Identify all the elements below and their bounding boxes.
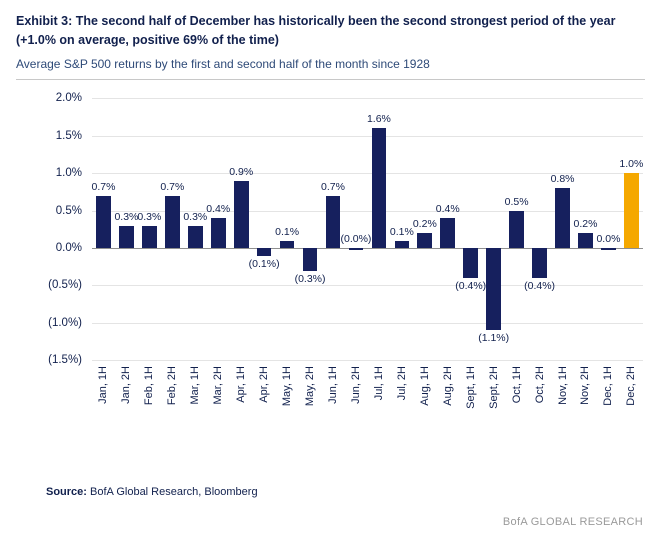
bar-slot — [597, 98, 620, 360]
x-axis-tick — [276, 364, 299, 434]
x-axis-tick — [574, 364, 597, 434]
bar-series — [92, 98, 643, 360]
bar-slot — [184, 98, 207, 360]
bar-value-label: 0.7% — [160, 180, 185, 193]
bar-value-label: 1.6% — [366, 113, 391, 126]
x-axis — [92, 364, 643, 434]
x-axis-tick — [505, 364, 528, 434]
bar-slot — [248, 98, 280, 360]
bar-value-label: 0.5% — [504, 195, 529, 208]
bar[interactable] — [555, 188, 570, 248]
bar-slot — [294, 98, 326, 360]
bar[interactable] — [463, 248, 478, 278]
bar-slot — [390, 98, 413, 360]
x-axis-tick-label: Jun, 1H — [327, 366, 339, 405]
bar[interactable] — [303, 248, 318, 270]
bar-value-label: 0.3% — [137, 210, 162, 223]
bar-value-label: (0.1%) — [248, 257, 280, 270]
bar-value-label: 0.8% — [550, 173, 575, 186]
y-axis-tick: (1.5%) — [48, 354, 82, 367]
bar-value-label: 0.0% — [596, 233, 621, 246]
y-axis — [14, 92, 88, 367]
bar-value-label: 0.7% — [321, 180, 345, 193]
x-axis-tick — [436, 364, 459, 434]
bar-value-label: 0.2% — [573, 218, 598, 231]
bar[interactable] — [509, 211, 524, 248]
source-note — [46, 486, 258, 498]
x-axis-tick-label: Jan, 2H — [120, 366, 133, 405]
x-axis-tick-label: Dec, 1H — [602, 366, 615, 407]
x-axis-tick-label: Dec, 2H — [625, 366, 638, 407]
x-axis-tick-label: Sept, 1H — [464, 366, 477, 410]
bar-slot — [115, 98, 138, 360]
x-axis-tick — [115, 364, 138, 434]
bar-value-label: 0.1% — [389, 225, 414, 238]
bar[interactable] — [349, 248, 364, 250]
bar-slot — [161, 98, 184, 360]
x-axis-tick — [551, 364, 574, 434]
x-axis-tick-label: Sept, 2H — [487, 366, 500, 410]
bar-value-label: (1.1%) — [478, 332, 510, 345]
bar-slot — [524, 98, 556, 360]
x-axis-tick-label: Mar, 2H — [212, 366, 225, 405]
x-axis-tick — [184, 364, 207, 434]
y-axis-tick: (1.0%) — [48, 316, 82, 329]
x-axis-tick-label: Apr, 2H — [258, 366, 271, 404]
bar-slot — [322, 98, 345, 360]
bar-value-label: (0.4%) — [524, 280, 556, 292]
bar-value-label: 0.3% — [114, 210, 139, 223]
x-axis-tick-label: Jan, 1H — [97, 366, 110, 405]
bar-value-label: 0.4% — [206, 203, 231, 216]
page-subtitle: Average S&P 500 returns by the first and second half of the month since 1928 — [16, 56, 430, 71]
bar[interactable] — [211, 218, 226, 248]
x-axis-tick — [390, 364, 413, 434]
y-axis-tick: 0.5% — [55, 204, 82, 217]
bar[interactable] — [372, 128, 387, 248]
x-axis-tick — [207, 364, 230, 434]
bar-slot — [478, 98, 510, 360]
x-axis-tick — [344, 364, 367, 434]
x-axis-tick-label: May, 2H — [304, 366, 317, 407]
bar-slot — [436, 98, 459, 360]
bar-slot — [92, 98, 115, 360]
bar-value-label: 1.0% — [619, 158, 644, 171]
bar[interactable] — [486, 248, 501, 330]
bar-slot — [620, 98, 643, 360]
x-axis-tick-label: Nov, 1H — [556, 366, 569, 406]
brand-footer: BofA GLOBAL RESEARCH — [502, 516, 643, 528]
x-axis-tick-label: May, 1H — [281, 366, 294, 407]
x-axis-tick-label: Oct, 1H — [510, 366, 523, 404]
page-title: Exhibit 3: The second half of December has historically been the second strongest period of the year (+1.0% on average, positive 69% of the time) — [16, 14, 616, 48]
bar[interactable] — [280, 241, 295, 248]
bar-slot — [138, 98, 161, 360]
bar-slot — [367, 98, 390, 360]
x-axis-tick — [459, 364, 482, 434]
header-divider — [16, 79, 645, 80]
bar-slot — [276, 98, 299, 360]
x-axis-tick-label: Feb, 1H — [143, 366, 156, 406]
bar-value-label: 0.3% — [183, 210, 208, 223]
x-axis-tick-label: Oct, 2H — [533, 366, 546, 404]
bar-slot — [207, 98, 230, 360]
bar[interactable] — [96, 196, 111, 248]
x-axis-tick — [230, 364, 253, 434]
x-axis-tick-label: Aug, 1H — [418, 366, 431, 407]
bar-value-label: 0.7% — [91, 180, 116, 193]
x-axis-tick — [597, 364, 620, 434]
y-axis-tick: 1.0% — [55, 167, 82, 180]
bar[interactable] — [119, 226, 134, 248]
plot-area — [92, 98, 643, 360]
x-axis-tick-label: Mar, 1H — [189, 366, 202, 405]
bar-slot — [340, 98, 372, 360]
source-text: BofA Global Research, Bloomberg — [90, 486, 258, 498]
bar-value-label: (0.4%) — [455, 280, 487, 292]
x-axis-tick — [367, 364, 390, 434]
y-axis-tick: (0.5%) — [48, 279, 82, 292]
bar-value-label: 0.4% — [435, 203, 460, 216]
bar-value-label: 0.2% — [412, 218, 437, 231]
bar[interactable] — [624, 173, 639, 248]
bar[interactable] — [440, 218, 455, 248]
bar[interactable] — [578, 233, 593, 248]
x-axis-tick-label: Feb, 2H — [166, 366, 179, 406]
x-axis-tick-label: Jun, 2H — [349, 366, 362, 405]
bar[interactable] — [188, 226, 203, 248]
x-axis-tick-label: Jul, 1H — [372, 366, 385, 401]
bar-chart — [14, 84, 651, 434]
bar-value-label: (0.0%) — [340, 233, 372, 246]
y-axis-tick: 2.0% — [55, 92, 82, 105]
x-axis-tick — [528, 364, 551, 434]
bar[interactable] — [417, 233, 432, 248]
y-axis-tick: 0.0% — [55, 242, 82, 255]
bar[interactable] — [142, 226, 157, 248]
bar[interactable] — [532, 248, 547, 278]
bar-slot — [505, 98, 528, 360]
y-axis-tick: 1.5% — [55, 129, 82, 142]
x-axis-tick — [482, 364, 505, 434]
bar[interactable] — [601, 248, 616, 250]
bar[interactable] — [395, 241, 410, 248]
x-axis-tick — [138, 364, 161, 434]
bar-value-label: 0.1% — [275, 225, 300, 238]
x-axis-tick — [299, 364, 322, 434]
x-axis-tick — [322, 364, 345, 434]
bar-value-label: 0.9% — [229, 165, 254, 178]
x-axis-tick — [253, 364, 276, 434]
x-axis-tick — [92, 364, 115, 434]
bar-slot — [230, 98, 253, 360]
bar-slot — [413, 98, 436, 360]
source-label: Source: — [46, 486, 87, 498]
bar-value-label: (0.3%) — [294, 272, 326, 285]
bar[interactable] — [326, 196, 341, 248]
gridline — [92, 360, 643, 361]
x-axis-tick-label: Jul, 2H — [395, 366, 408, 401]
x-axis-tick-label: Apr, 1H — [235, 366, 248, 404]
x-axis-tick — [161, 364, 184, 434]
bar-slot — [551, 98, 574, 360]
x-axis-tick-label: Nov, 2H — [579, 366, 592, 406]
x-axis-tick — [620, 364, 643, 434]
x-axis-tick — [413, 364, 436, 434]
bar-slot — [455, 98, 487, 360]
bar[interactable] — [234, 181, 249, 248]
x-axis-tick-label: Aug, 2H — [441, 366, 454, 407]
bar-slot — [574, 98, 597, 360]
bar[interactable] — [165, 196, 180, 248]
bar[interactable] — [257, 248, 272, 255]
